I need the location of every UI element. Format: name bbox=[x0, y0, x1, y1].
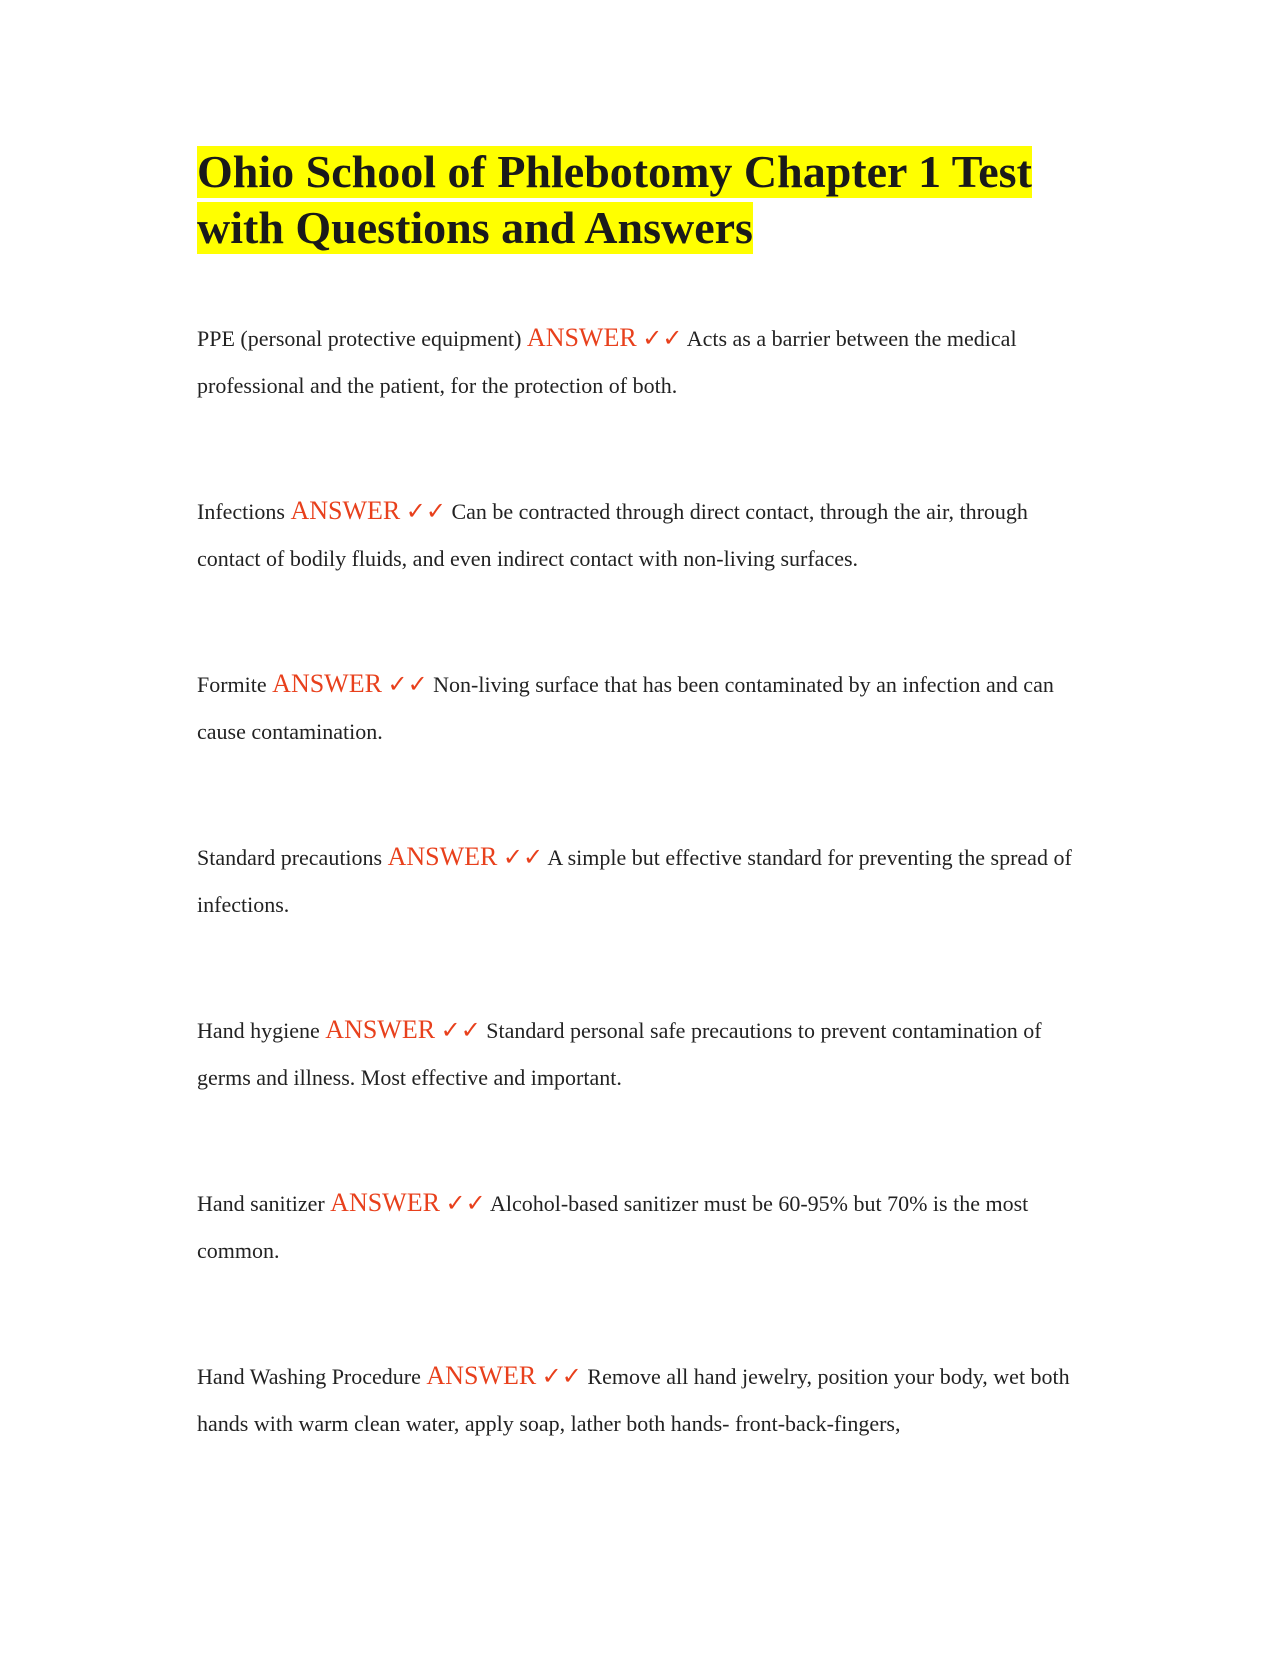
qa-item-hand-washing bbox=[197, 1352, 1077, 1447]
qa-item-hand-hygiene bbox=[197, 1006, 1077, 1101]
qa-item-standard-precautions bbox=[197, 833, 1077, 928]
answer-label: ANSWER bbox=[290, 496, 401, 525]
double-check-icon: ✓✓ bbox=[387, 670, 428, 698]
double-check-icon: ✓✓ bbox=[541, 1362, 582, 1390]
qa-definition: Remove all hand jewelry, position your body, wet both hands with warm clean water, apply soap, lather both hands- front-back-fingers, bbox=[197, 1364, 1070, 1436]
qa-term: PPE (personal protective equipment) bbox=[197, 326, 522, 351]
qa-definition: Can be contracted through direct contact, through the air, through contact of bodily fluids, and even indirect contact with non-living surfaces. bbox=[197, 499, 1028, 571]
qa-definition: Acts as a barrier between the medical professional and the patient, for the protection of both. bbox=[197, 326, 1017, 398]
title-highlight: Ohio School of Phlebotomy Chapter 1 Test with Questions and Answers bbox=[197, 146, 1032, 253]
qa-term: Formite bbox=[197, 672, 267, 697]
qa-term: Standard precautions bbox=[197, 845, 383, 870]
qa-term: Hand sanitizer bbox=[197, 1191, 325, 1216]
answer-label: ANSWER bbox=[387, 842, 498, 871]
qa-definition: Alcohol-based sanitizer must be 60-95% but 70% is the most common. bbox=[197, 1191, 1029, 1263]
answer-label: ANSWER bbox=[426, 1361, 537, 1390]
qa-item-hand-sanitizer bbox=[197, 1179, 1077, 1274]
double-check-icon: ✓✓ bbox=[445, 1189, 486, 1217]
qa-item-formite bbox=[197, 660, 1077, 755]
double-check-icon: ✓✓ bbox=[642, 324, 683, 352]
document-title bbox=[197, 144, 1077, 256]
qa-item-ppe bbox=[197, 314, 1077, 409]
qa-term: Hand Washing Procedure bbox=[197, 1364, 421, 1389]
qa-term: Infections bbox=[197, 499, 285, 524]
qa-definition: A simple but effective standard for preventing the spread of infections. bbox=[197, 845, 1072, 917]
double-check-icon: ✓✓ bbox=[405, 497, 446, 525]
qa-term: Hand hygiene bbox=[197, 1018, 320, 1043]
qa-item-infections bbox=[197, 487, 1077, 582]
double-check-icon: ✓✓ bbox=[502, 843, 544, 871]
answer-label: ANSWER bbox=[325, 1015, 436, 1044]
qa-definition: Standard personal safe precautions to prevent contamination of germs and illness. Most effective and important. bbox=[197, 1018, 1042, 1090]
answer-label: ANSWER bbox=[330, 1188, 440, 1217]
qa-definition: Non-living surface that has been contaminated by an infection and can cause contamination. bbox=[197, 672, 1054, 744]
answer-label: ANSWER bbox=[526, 323, 637, 352]
answer-label: ANSWER bbox=[272, 669, 382, 698]
double-check-icon: ✓✓ bbox=[440, 1016, 481, 1044]
